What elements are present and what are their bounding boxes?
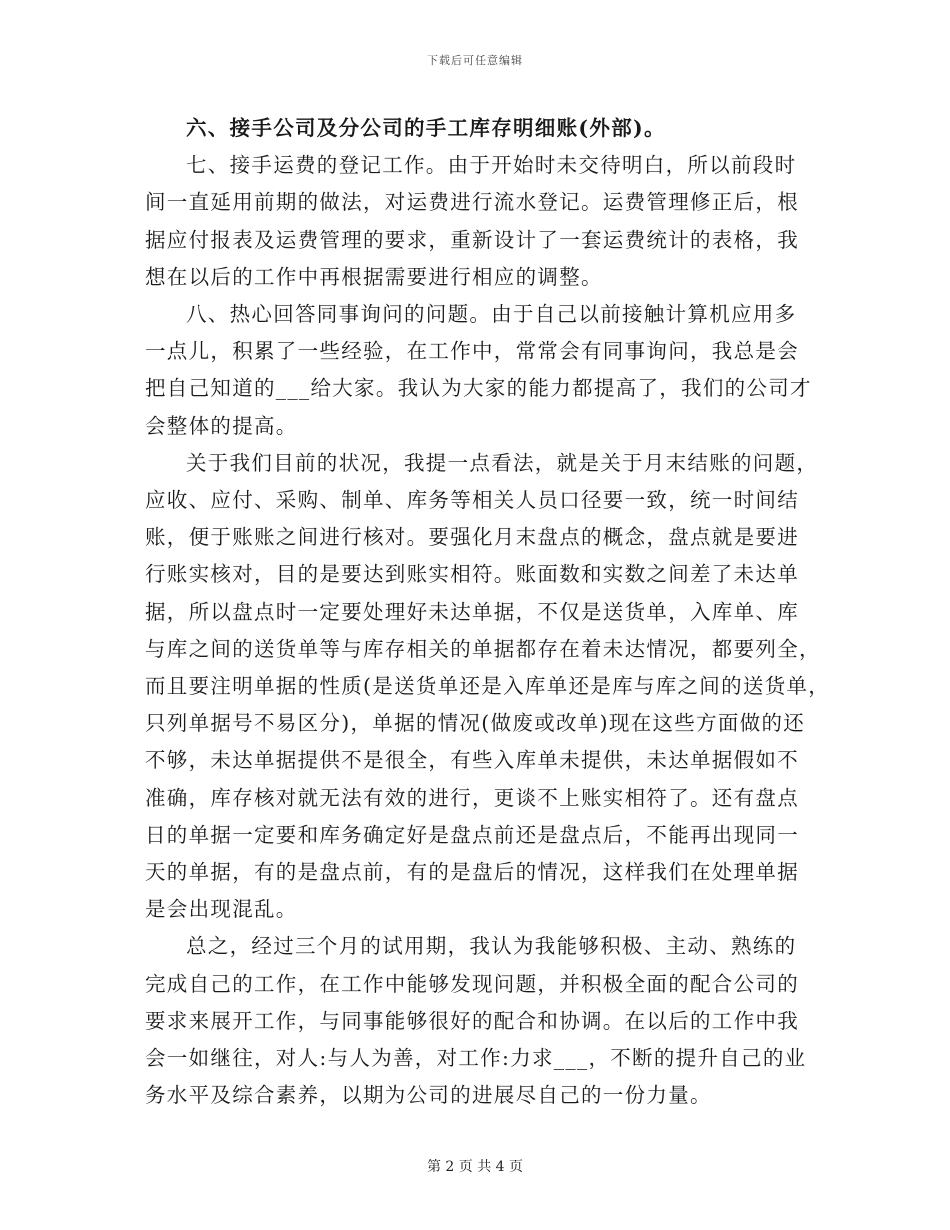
text-line: 只列单据号不易区分)，单据的情况(做废或改单)现在这些方面做的还 (145, 711, 806, 736)
paragraph (145, 445, 831, 929)
text-line: 想在以后的工作中再根据需要进行相应的调整。 (145, 264, 603, 289)
document-body (145, 110, 831, 1114)
text-line: 与库之间的送货单等与库存相关的单据都存在着未达情况，都要列全， (145, 636, 821, 661)
text-line: 务水平及综合素养，以期为公司的进展尽自己的一份力量。 (145, 1083, 712, 1108)
text-line: 据应付报表及运费管理的要求，重新设计了一套运费统计的表格，我 (145, 227, 799, 252)
text-line: 行账实核对，目的是要达到账实相符。账面数和实数之间差了未达单 (145, 562, 799, 587)
text-line: 七、接手运费的登记工作。由于开始时未交待明白，所以前段时 (186, 153, 797, 178)
paragraph (145, 147, 810, 296)
text-line: 日的单据一定要和库务确定好是盘点前还是盘点后，不能再出现同一 (145, 822, 799, 847)
text-line: 不够，未达单据提供不是很全，有些入库单未提供，未达单据假如不 (145, 748, 799, 773)
text-line: 账，便于账账之间进行核对。要强化月末盘点的概念，盘点就是要进 (145, 525, 799, 550)
text-line: 天的单据，有的是盘点前，有的是盘后的情况，这样我们在处理单据 (145, 860, 799, 885)
paragraph (145, 296, 810, 445)
page-number: 第 2 页 共 4 页 (426, 1159, 524, 1175)
text-line: 而且要注明单据的性质(是送货单还是入库单还是库与库之间的送货单， (145, 674, 831, 699)
text-line: 把自己知道的___给大家。我认为大家的能力都提高了，我们的公司才 (145, 376, 812, 401)
text-line: 间一直延用前期的做法，对运费进行流水登记。运费管理修正后，根 (145, 190, 799, 215)
text-line: 要求来展开工作，与同事能够很好的配合和协调。在以后的工作中我 (145, 1008, 799, 1033)
text-line: 八、热心回答同事询问的问题。由于自己以前接触计算机应用多 (186, 302, 797, 327)
section-heading (145, 110, 810, 147)
text-line: 一点儿，积累了一些经验，在工作中，常常会有同事询问，我总是会 (145, 339, 799, 364)
text-line: 会整体的提高。 (145, 413, 298, 438)
text-line: 是会出现混乱。 (145, 897, 298, 922)
text-line: 准确，库存核对就无法有效的进行，更谈不上账实相符了。还有盘点 (145, 785, 799, 810)
text-line: 据，所以盘点时一定要处理好未达单据，不仅是送货单，入库单、库 (145, 599, 799, 624)
header-note: 下载后可任意编辑 (427, 54, 523, 67)
text-line: 六、接手公司及分公司的手工库存明细账(外部)。 (186, 116, 666, 140)
text-line: 会一如继往，对人:与人为善，对工作:力求___，不断的提升自己的业 (145, 1046, 807, 1071)
text-line: 完成自己的工作，在工作中能够发现问题，并积极全面的配合公司的 (145, 971, 799, 996)
text-line: 关于我们目前的状况，我提一点看法，就是关于月末结账的问题， (186, 450, 819, 475)
paragraph (145, 928, 810, 1114)
text-line: 应收、应付、采购、制单、库务等相关人员口径要一致，统一时间结 (145, 488, 799, 513)
text-line: 总之，经过三个月的试用期，我认为我能够积极、主动、熟练的 (186, 934, 797, 959)
